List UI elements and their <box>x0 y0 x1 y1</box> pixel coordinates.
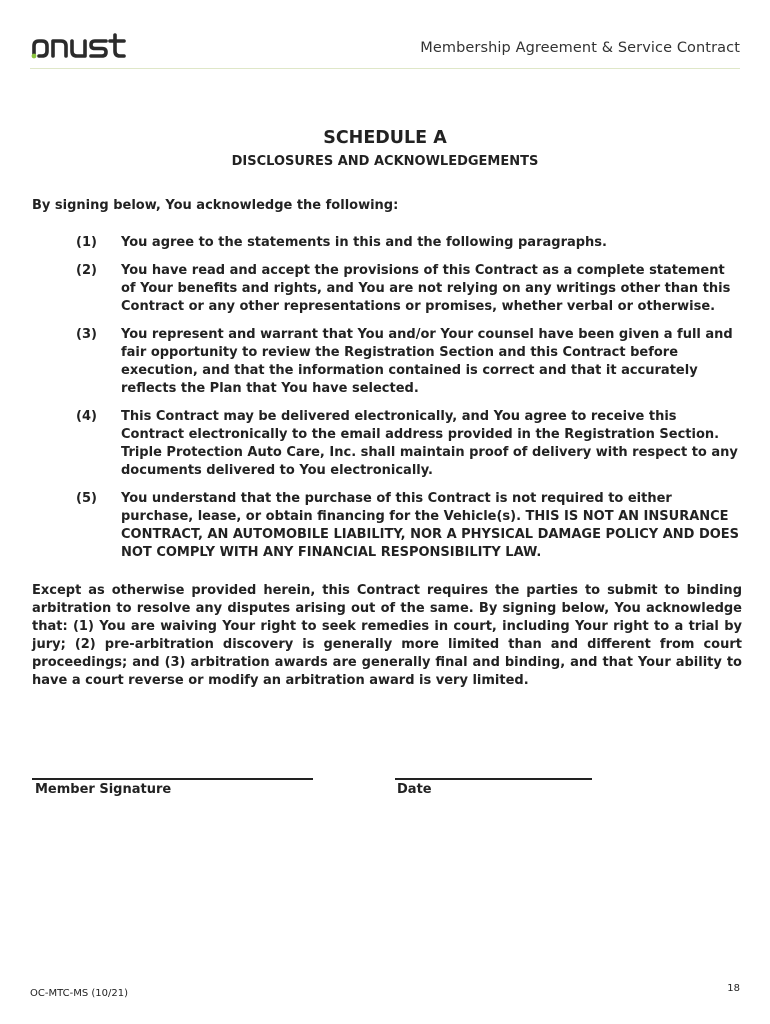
item-number: (4) <box>76 409 97 424</box>
item-text: This Contract may be delivered electronically, and You agree to receive this Contract electronically to the email address provided in the Registration Section. Triple Protection Auto Care, Inc. shall maintain proof of delivery with respect to any documents delivered to You electronically. <box>121 409 738 478</box>
item-number: (2) <box>76 263 97 278</box>
onust-logo <box>30 30 132 64</box>
date-signature-line[interactable] <box>395 778 592 780</box>
item-text: You agree to the statements in this and the following paragraphs. <box>121 235 607 250</box>
item-text: You have read and accept the provisions of this Contract as a complete statement of Your benefits and rights, and You are not relying on any writings other than this Contract or any other representations or promises, whether verbal or otherwise. <box>121 263 731 314</box>
schedule-title: SCHEDULE A <box>323 128 447 148</box>
acknowledgement-list <box>0 234 770 572</box>
list-item <box>0 408 770 480</box>
acknowledgement-intro: By signing below, You acknowledge the following: <box>32 198 399 213</box>
form-code: OC-MTC-MS (10/21) <box>30 988 128 999</box>
document-header-title: Membership Agreement & Service Contract <box>420 40 740 56</box>
member-signature-label: Member Signature <box>35 782 172 797</box>
list-item <box>0 262 770 316</box>
schedule-subtitle: DISCLOSURES AND ACKNOWLEDGEMENTS <box>231 154 539 169</box>
item-text: You represent and warrant that You and/or Your counsel have been given a full and fair opportunity to review the Registration Section and this Contract before execution, and that the information contained is correct and that it accurately reflects the Plan that You have selected. <box>121 327 733 396</box>
arbitration-paragraph: Except as otherwise provided herein, this Contract requires the parties to submit to binding arbitration to resolve any disputes arising out of the same. By signing below, You acknowledge that: (1) You are waiving Your right to seek remedies in court, including Your right to a trial by jury; (2) pre-arbitration discovery is generally more limited than and different from court proceedings; and (3) arbitration awards are generally final and binding, and that Your ability to have a court reverse or modify an arbitration award is very limited. <box>32 583 742 688</box>
list-item <box>0 326 770 398</box>
item-number: (1) <box>76 235 97 250</box>
member-signature-line[interactable] <box>32 778 313 780</box>
list-item <box>0 490 770 562</box>
date-label: Date <box>397 782 432 797</box>
list-item <box>0 234 770 252</box>
item-number: (3) <box>76 327 97 342</box>
item-text: You understand that the purchase of this Contract is not required to either purchase, lease, or obtain financing for the Vehicle(s). THIS IS NOT AN INSURANCE CONTRACT, AN AUTOMOBILE LIABILITY, NOR A PHYSICAL DAMAGE POLICY AND DOES NOT COMPLY WITH ANY FINANCIAL RESPONSIBILITY LAW. <box>121 491 740 560</box>
item-number: (5) <box>76 491 97 506</box>
page-number: 18 <box>727 983 740 994</box>
header-divider <box>30 68 740 69</box>
